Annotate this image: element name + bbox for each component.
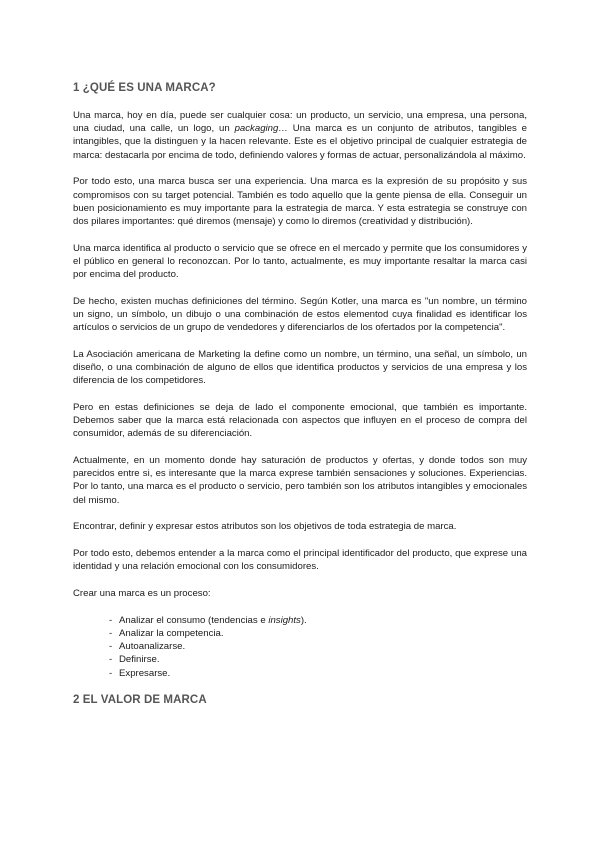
- process-list: [109, 614, 527, 680]
- paragraph-5: La Asociación americana de Marketing la define como un nombre, un término, una señal, un símbolo, un diseño, o una combinación de alguno de ellos que identifica productos y servicios de una empresa y los diferencia de los competidores.: [73, 348, 527, 387]
- section-2-heading: 2 EL VALOR DE MARCA: [73, 693, 207, 706]
- list-item-1-italic: insights: [268, 614, 301, 626]
- paragraph-6: Pero en estas definiciones se deja de lado el componente emocional, que también es importante. Debemos saber que la marca está relacionada con aspectos que influyen en el proceso de compra del consumidor, además de su diferenciación.: [73, 401, 527, 440]
- paragraph-7: Actualmente, en un momento donde hay saturación de productos y ofertas, y donde todos son muy parecidos entre si, es interesante que la marca exprese también sensaciones y soluciones. Experiencias. Por lo tanto, una marca es el producto o servicio, pero también son los atributos intangibles y emocionales del mismo.: [73, 455, 527, 506]
- paragraph-1-italic: packaging…: [234, 123, 288, 135]
- paragraph-8: Encontrar, definir y expresar estos atributos son los objetivos de toda estrategia de marca.: [73, 521, 457, 533]
- list-item: [109, 614, 527, 627]
- list-item: - Definirse.: [109, 653, 527, 666]
- paragraph-4: De hecho, existen muchas definiciones del término. Según Kotler, una marca es "un nombre, un término un signo, un símbolo, un dibujo o una combinación de estos elementod cuya finalidad es identificar los artículos o servicios de un grupo de vendedores y diferenciarlos de los ofertados por la competencia".: [73, 295, 527, 334]
- list-item-1-text-a: Analizar el consumo (tendencias e: [119, 614, 269, 626]
- list-item: - Expresarse.: [109, 667, 527, 680]
- paragraph-3: Una marca identifica al producto o servicio que se ofrece en el mercado y permite que los consumidores y el público en general lo reconozcan. Por lo tanto, actualmente, es muy importante resaltar la marca casi por encima del producto.: [73, 242, 527, 281]
- paragraph-2: Por todo esto, una marca busca ser una experiencia. Una marca es la expresión de su propósito y sus compromisos con su target potencial. También es todo aquello que la gente piensa de ella. Conseguir un buen posicionamiento es muy importante para la estrategia de marca. Y esta estrategia se construye con dos pilares importantes: qué diremos (mensaje) y como lo diremos (creatividad y distribución).: [73, 176, 527, 227]
- paragraph-10: Crear una marca es un proceso:: [73, 587, 211, 599]
- list-item: - Analizar la competencia.: [109, 627, 527, 640]
- paragraph-1-text-b: Una marca es un conjunto de atributos, tangibles e intangibles, que la distinguen y la hacen relevante. Este es el objetivo principal de cualquier estrategia de marca: destacarla por encima de todo, definiendo valores y formas de actuar, personalizándola al máximo.: [73, 123, 527, 161]
- section-1-heading: 1 ¿QUÉ ES UNA MARCA?: [73, 82, 216, 94]
- list-item-1-text-b: ).: [300, 614, 307, 626]
- list-item: - Autoanalizarse.: [109, 640, 527, 653]
- paragraph-9: Por todo esto, debemos entender a la marca como el principal identificador del producto, que exprese una identidad y una relación emocional con los consumidores.: [73, 548, 527, 573]
- paragraph-1: [73, 109, 527, 162]
- paragraph-1-text-a: Una marca, hoy en día, puede ser cualquier cosa: un producto, un servicio, una empresa, una persona, una ciudad, una calle, un logo, un: [73, 110, 527, 135]
